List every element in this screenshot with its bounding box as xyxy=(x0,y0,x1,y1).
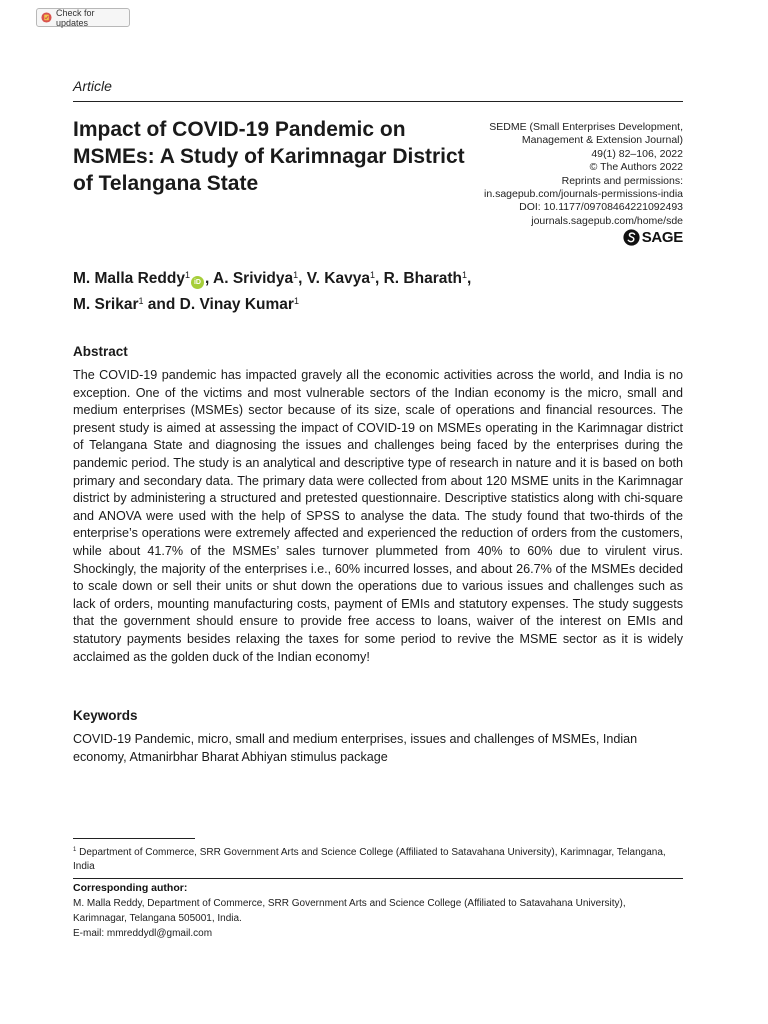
abstract-text: The COVID-19 pandemic has impacted gravely all the economic activities across the world, and India is no exception. One of the victims and most vulnerable sectors of the Indian economy is the micro, small and medium enterprises (MSMEs) sector because of its size, scale of operations and financial resources. The present study is aimed at assessing the impact of COVID-19 on MSMEs operating in the Karimnagar district of Telangana State and diagnosing the issues and challenges being faced by the enterprises during the pandemic period. The study is an analytical and descriptive type of research in nature and it is based on both primary and secondary data. The primary data were collected from about 120 MSME units in the Karimnagar district by administering a structured and pretested questionnaire. Descriptive statistics along with chi-square and ANOVA were used with the help of SPSS to analyse the data. The study found that two-thirds of the enterprise’s operations were extremely affected and experienced the reduction of orders from the customers, while about 41.7% of the MSMEs’ sales turnover plummeted from 40% to 60% due to virulent virus. Shockingly, the majority of the enterprises i.e., 60% incurred losses, and about 26.7% of the MSMEs decided to scale down or sell their units or shut down the operations due to various issues and challenges such as lack of orders, mounting manufacturing costs, payment of EMIs and statutory expenses. The study suggests that the government should ensure to provide free access to loans, waiver of the interest on EMIs and statutory payments besides relaxing the taxes for some period to revive the MSME sector as it is widely acclaimed as the golden duck of the Indian economy! xyxy=(73,368,683,664)
check-for-updates-icon xyxy=(41,12,52,23)
affiliation-mark: 1 xyxy=(369,270,375,280)
author-list xyxy=(73,264,633,316)
journal-info-link[interactable]: in.sagepub.com/journals-permissions-india xyxy=(483,188,683,201)
corresponding-author-details xyxy=(73,896,683,941)
check-for-updates-label: Check for updates xyxy=(56,7,95,28)
author-separator: , xyxy=(467,270,472,287)
footnote-divider xyxy=(73,838,195,839)
check-for-updates-badge[interactable] xyxy=(36,8,130,27)
journal-info-line: 49(1) 82–106, 2022 xyxy=(591,147,683,160)
affiliation-mark: 1 xyxy=(293,270,299,280)
journal-info-line: Reprints and permissions: xyxy=(561,174,683,187)
affiliation-mark: 1 xyxy=(461,270,467,280)
sage-logo-icon xyxy=(623,229,640,246)
keywords-heading: Keywords xyxy=(73,708,138,723)
journal-info-line: Management & Extension Journal) xyxy=(521,134,683,147)
sage-logo xyxy=(623,229,683,246)
footnote-text: Department of Commerce, SRR Government Arts and Science College (Affiliated to Satavahana University), Karimnagar, Telangana, India xyxy=(73,847,666,872)
corresponding-author-heading: Corresponding author: xyxy=(73,882,188,894)
paper-title: Impact of COVID-19 Pandemic on MSMEs: A Study of Karimnagar District of Telangana State xyxy=(73,118,465,195)
abstract-heading: Abstract xyxy=(73,344,128,359)
corresponding-email[interactable]: E-mail: mmreddydl@gmail.com xyxy=(73,928,213,939)
article-type-label: Article xyxy=(73,78,112,94)
author-name: M. Malla Reddy xyxy=(73,270,185,287)
affiliation-mark: 1 xyxy=(138,296,144,306)
journal-info-doi[interactable]: DOI: 10.1177/09708464221092493 xyxy=(519,201,683,214)
author-name: , A. Srividya xyxy=(204,270,294,287)
author-name: , V. Kavya xyxy=(298,270,370,287)
journal-info-line: SEDME (Small Enterprises Development, xyxy=(489,121,683,133)
affiliation-footnote xyxy=(73,843,673,874)
keywords-text: COVID-19 Pandemic, micro, small and medium enterprises, issues and challenges of MSMEs, Indian economy, Atmanirbhar Bharat Abhiyan stimulus package xyxy=(73,732,638,764)
author-name: M. Srikar xyxy=(73,296,139,313)
sage-logo-text: SAGE xyxy=(641,229,683,246)
author-name: and D. Vinay Kumar xyxy=(143,296,294,313)
affiliation-mark: 1 xyxy=(293,296,299,306)
author-name: , R. Bharath xyxy=(375,270,462,287)
journal-info-line: © The Authors 2022 xyxy=(589,161,683,174)
header-divider xyxy=(73,101,683,102)
journal-info-link[interactable]: journals.sagepub.com/home/sde xyxy=(531,214,683,227)
orcid-icon[interactable]: iD xyxy=(191,276,204,289)
journal-info xyxy=(353,121,683,228)
affiliation-mark: 1 xyxy=(184,270,190,280)
corresponding-divider xyxy=(73,878,683,879)
footnote-mark: 1 xyxy=(73,847,77,853)
corresponding-line: M. Malla Reddy, Department of Commerce, SRR Government Arts and Science College (Affiliated to Satavahana University), xyxy=(73,898,626,909)
corresponding-line: Karimnagar, Telangana 505001, India. xyxy=(73,913,242,924)
